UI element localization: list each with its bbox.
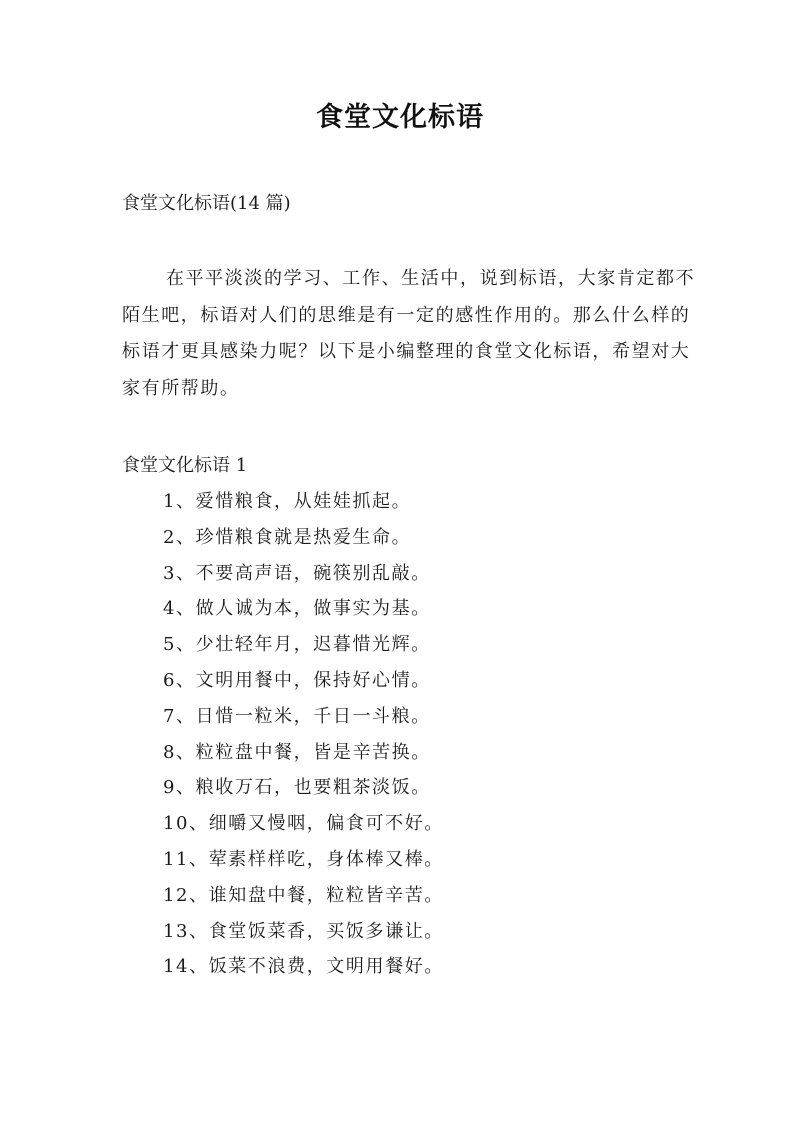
intro-paragraph: 在平平淡淡的学习、工作、生活中，说到标语，大家肯定都不陌生吧，标语对人们的思维是有一定的感性作用的。那么什么样的标语才更具感染力呢？以下是小编整理的食堂文化标语，希望对大家有所帮助。 <box>122 268 696 399</box>
section-heading: 食堂文化标语 1 <box>122 455 248 476</box>
slogan-item: 4、做人诚为本，做事实为基。 <box>163 598 431 620</box>
slogan-item: 13、食堂饭菜香，买饭多谦让。 <box>163 920 444 942</box>
slogan-item: 2、珍惜粮食就是热爱生命。 <box>163 526 412 548</box>
slogan-item: 10、细嚼又慢咽，偏食可不好。 <box>163 813 444 835</box>
slogan-item: 9、粮收万石，也要粗茶淡饭。 <box>163 777 431 799</box>
slogan-item: 1、爱惜粮食，从娃娃抓起。 <box>163 491 412 512</box>
slogan-item: 12、谁知盘中餐，粒粒皆辛苦。 <box>163 884 444 906</box>
slogan-item: 7、日惜一粒米，千日一斗粮。 <box>163 705 431 727</box>
slogan-item: 3、不要高声语，碗筷别乱敲。 <box>163 562 431 584</box>
document-title: 食堂文化标语 <box>316 102 484 133</box>
slogan-item: 11、荤素样样吃，身体棒又棒。 <box>163 848 444 870</box>
slogan-item: 14、饭菜不浪费，文明用餐好。 <box>163 956 444 978</box>
slogan-item: 6、文明用餐中，保持好心情。 <box>163 669 431 691</box>
slogan-list <box>163 486 444 987</box>
slogan-item: 5、少壮轻年月，迟暮惜光辉。 <box>163 634 431 656</box>
document-subtitle: 食堂文化标语(14 篇) <box>122 193 291 214</box>
slogan-item: 8、粒粒盘中餐，皆是辛苦换。 <box>163 741 431 763</box>
